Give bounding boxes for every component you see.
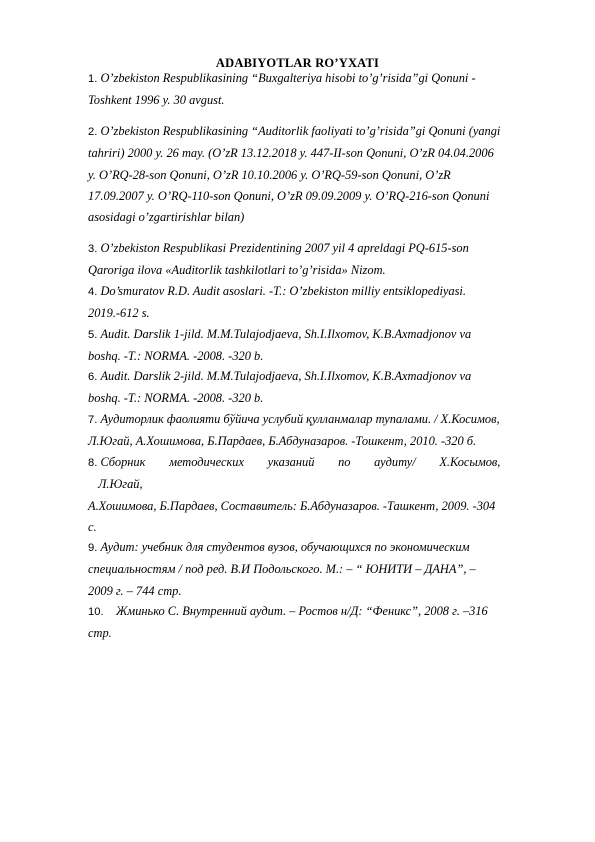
reference-number: 7. xyxy=(88,414,98,426)
reference-text: Жминько С. Внутренний аудит. – Ростов н/Д: “Феникс”, 2008 г. –316 xyxy=(115,604,488,618)
reference-number: 9. xyxy=(88,542,98,554)
reference-text: Toshkent 1996 y. 30 avgust. xyxy=(88,93,225,108)
reference-item-4 xyxy=(88,281,558,325)
reference-text: специальностям / под ред. В.И Подольского. М.: – “ ЮНИТИ – ДАНА”, – xyxy=(88,562,476,577)
reference-text: Audit. Darslik 1-jild. M.M.Tulajodjaeva, Sh.I.Ilxomov, K.B.Axmadjonov va xyxy=(100,327,472,341)
reference-item-2 xyxy=(88,121,558,228)
reference-text: boshq. -T.: NORMA. -2008. -320 b. xyxy=(88,391,264,406)
reference-word: методических xyxy=(169,455,244,469)
reference-text: с. xyxy=(88,519,97,534)
reference-number: 2. xyxy=(88,126,98,138)
reference-item-9 xyxy=(88,537,558,602)
reference-text: Audit. Darslik 2-jild. M.M.Tulajodjaeva, Sh.I.Ilxomov, K.B.Axmadjonov va xyxy=(100,369,472,383)
reference-item-5 xyxy=(88,324,558,368)
reference-text: Л.Югай, xyxy=(98,477,143,492)
reference-word: Х.Косымов, xyxy=(439,455,501,469)
reference-text: Qaroriga ilova «Auditorlik tashkilotlari to’g’risida» Nizom. xyxy=(88,263,386,278)
reference-number: 4. xyxy=(88,286,98,298)
reference-number: 8. xyxy=(88,457,98,469)
reference-text: 2019.-612 s. xyxy=(88,306,150,321)
reference-item-7 xyxy=(88,409,558,453)
reference-word: указаний xyxy=(267,455,315,469)
reference-item-1 xyxy=(88,68,558,112)
reference-text: стр. xyxy=(88,626,112,641)
reference-text: Аудит: учебник для студентов вузов, обучающихся по экономическим xyxy=(100,540,470,554)
reference-text: O’zbekiston Respublikasining “Auditorlik faoliyati to’g’risida”gi Qonuni (yangi xyxy=(100,124,501,138)
reference-text: А.Хошимова, Б.Пардаев, Составитель: Б.Абдуназаров. -Ташкент, 2009. -304 xyxy=(88,498,496,513)
reference-justified-line xyxy=(100,452,500,473)
reference-word: Сборник xyxy=(100,455,146,469)
page-title: ADABIYOTLAR RO’YXATI xyxy=(215,56,380,70)
reference-number: 6. xyxy=(88,371,98,383)
reference-item-6 xyxy=(88,366,558,410)
reference-text: boshq. -T.: NORMA. -2008. -320 b. xyxy=(88,349,264,364)
reference-text: Аудиторлик фаолияти бўйича услубий қулланмалар тупалами. / Х.Косимов, xyxy=(100,412,500,426)
reference-number: 10. xyxy=(88,606,104,618)
reference-text: Do’smuratov R.D. Audit asoslari. -T.: O’zbekiston milliy entsiklopediyasi. xyxy=(100,284,466,298)
reference-number: 3. xyxy=(88,243,98,255)
reference-text: 2009 г. – 744 стр. xyxy=(88,583,182,598)
reference-text: 17.09.2007 y. O’RQ-110-son Qonuni, O’zR 09.09.2009 y. O’RQ-216-son Qonuni xyxy=(88,188,490,203)
reference-number: 5. xyxy=(88,329,98,341)
reference-text: O’zbekiston Respublikasining “Buxgalteriya hisobi to’g’risida”gi Qonuni - xyxy=(100,71,476,85)
reference-item-3 xyxy=(88,238,558,282)
reference-number: 1. xyxy=(88,73,98,85)
reference-word: по xyxy=(338,455,351,469)
reference-item-8 xyxy=(88,452,558,538)
reference-text: asosidagi o’zgartirishlar bilan) xyxy=(88,210,245,225)
reference-word: аудиту/ xyxy=(374,455,416,469)
reference-text: Л.Югай, А.Хошимова, Б.Пардаев, Б.Абдуназаров. -Тошкент, 2010. -320 б. xyxy=(88,434,477,449)
reference-item-10 xyxy=(88,601,558,645)
reference-text: O’zbekiston Respublikasi Prezidentining 2007 yil 4 apreldagi PQ-615-son xyxy=(100,241,469,255)
reference-text: tahriri) 2000 y. 26 may. (O’zR 13.12.2018 y. 447-II-son Qonuni, O’zR 04.04.2006 xyxy=(88,146,494,161)
reference-text: y. O’RQ-28-son Qonuni, O’zR 10.10.2006 y. O’RQ-59-son Qonuni, O’zR xyxy=(88,167,451,182)
